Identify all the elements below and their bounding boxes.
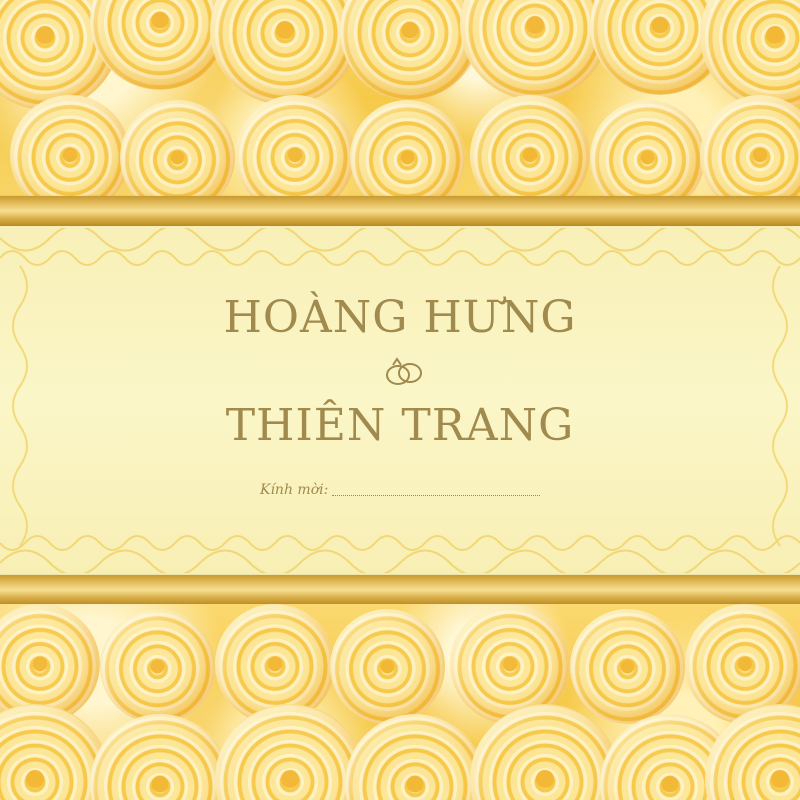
groom-name: HOÀNG HƯNG [223, 292, 577, 343]
rose-decoration [700, 0, 800, 110]
rose-decoration [340, 0, 480, 100]
rose-decoration [700, 95, 800, 196]
rose-decoration [215, 704, 365, 800]
gold-ribbon-top [0, 196, 800, 226]
rose-decoration [235, 95, 355, 196]
rose-decoration [570, 609, 685, 724]
invite-guest-field[interactable] [332, 495, 540, 496]
rose-decoration [470, 95, 590, 196]
gold-ribbon-bottom [0, 575, 800, 605]
bride-name: THIÊN TRANG [225, 400, 575, 451]
rose-decoration [350, 100, 465, 196]
rose-decoration [210, 0, 360, 105]
flourish-border-bottom [0, 531, 800, 573]
rose-decoration [100, 609, 215, 724]
wedding-rings-icon [381, 356, 427, 390]
rose-decoration [90, 0, 230, 90]
rose-decoration [330, 609, 445, 724]
roses-bottom-band [0, 604, 800, 800]
rose-decoration [10, 95, 130, 196]
invite-label: Kính mời: [260, 482, 329, 498]
rose-decoration [345, 714, 485, 800]
roses-top-band [0, 0, 800, 196]
rose-decoration [590, 100, 705, 196]
invite-line [260, 480, 550, 502]
flourish-border-top [0, 228, 800, 270]
rose-decoration [90, 714, 230, 800]
rose-decoration [120, 100, 235, 196]
rose-decoration [460, 0, 610, 100]
